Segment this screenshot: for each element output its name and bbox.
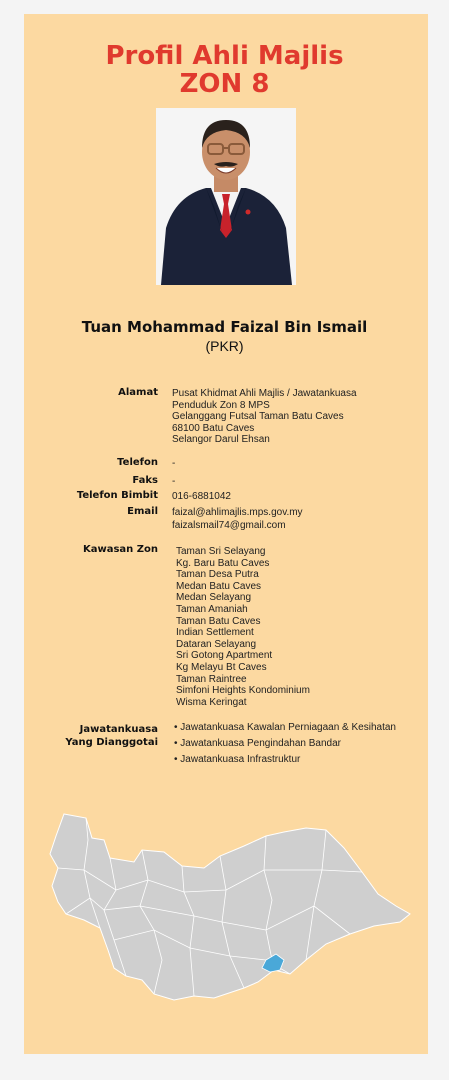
zone-item: Dataran Selayang	[176, 638, 257, 650]
address-line: Selangor Darul Ehsan	[172, 434, 270, 446]
faks-value: -	[172, 476, 176, 487]
telefon-bimbit-value: 016-6881042	[172, 491, 231, 502]
zone-item: Taman Raintree	[176, 673, 247, 685]
label-yang-dianggotai: Yang Dianggotai	[65, 737, 158, 748]
portrait-image	[156, 108, 296, 285]
label-telefon: Telefon	[117, 457, 158, 468]
label-faks: Faks	[132, 475, 158, 486]
committee-item: • Jawatankuasa Infrastruktur	[174, 754, 301, 765]
label-kawasan-zon: Kawasan Zon	[82, 544, 158, 555]
label-telefon-bimbit: Telefon Bimbit	[76, 490, 158, 501]
title-line-1: Profil Ahli Majlis	[105, 41, 344, 71]
councillor-party: (PKR)	[205, 338, 244, 354]
address-line: Penduduk Zon 8 MPS	[172, 399, 270, 411]
title-line-2: ZON 8	[179, 69, 270, 99]
zone-item: Taman Amaniah	[176, 603, 248, 615]
zone-item: Kg Melayu Bt Caves	[176, 661, 267, 673]
email-link[interactable]: faizalsmail74@gmail.com	[172, 519, 286, 531]
address-line: Gelanggang Futsal Taman Batu Caves	[172, 411, 344, 423]
email-block	[172, 507, 303, 531]
committee-list	[174, 722, 396, 770]
zone-item: Medan Selayang	[176, 592, 252, 604]
zone-item: Wisma Keringat	[176, 696, 247, 708]
zone-item: Kg. Baru Batu Caves	[176, 557, 270, 569]
label-email: Email	[127, 506, 158, 517]
zone-item: Indian Settlement	[176, 627, 254, 639]
zone-item: Medan Batu Caves	[176, 580, 262, 592]
label-alamat: Alamat	[118, 387, 158, 398]
zone-item: Simfoni Heights Kondominium	[176, 685, 310, 697]
address-line: Pusat Khidmat Ahli Majlis / Jawatankuasa	[172, 388, 357, 399]
zone-item: Taman Desa Putra	[176, 569, 259, 581]
address-line: 68100 Batu Caves	[172, 422, 255, 434]
page-title	[0, 42, 449, 98]
committee-label: Jawatankuasa Infrastruktur	[180, 754, 301, 765]
zone-list	[176, 546, 310, 708]
label-jawatankuasa: Jawatankuasa	[79, 724, 158, 735]
zone-item: Taman Sri Selayang	[176, 546, 266, 557]
committee-item: • Jawatankuasa Kawalan Perniagaan & Kesihatan	[174, 722, 396, 733]
telefon-value: -	[172, 458, 176, 469]
committee-label: Jawatankuasa Pengindahan Bandar	[180, 738, 341, 749]
zone-item: Sri Gotong Apartment	[176, 650, 273, 662]
committee-label: Jawatankuasa Kawalan Perniagaan & Kesihatan	[180, 722, 396, 733]
email-link[interactable]: faizal@ahlimajlis.mps.gov.my	[172, 507, 303, 518]
zone-map	[44, 810, 414, 1006]
committee-item: • Jawatankuasa Pengindahan Bandar	[174, 738, 341, 749]
councillor-photo	[156, 108, 296, 285]
zone-item: Taman Batu Caves	[176, 615, 261, 627]
address-block	[172, 388, 357, 446]
district-map-outline	[50, 814, 410, 1000]
councillor-name: Tuan Mohammad Faizal Bin Ismail	[81, 318, 368, 336]
